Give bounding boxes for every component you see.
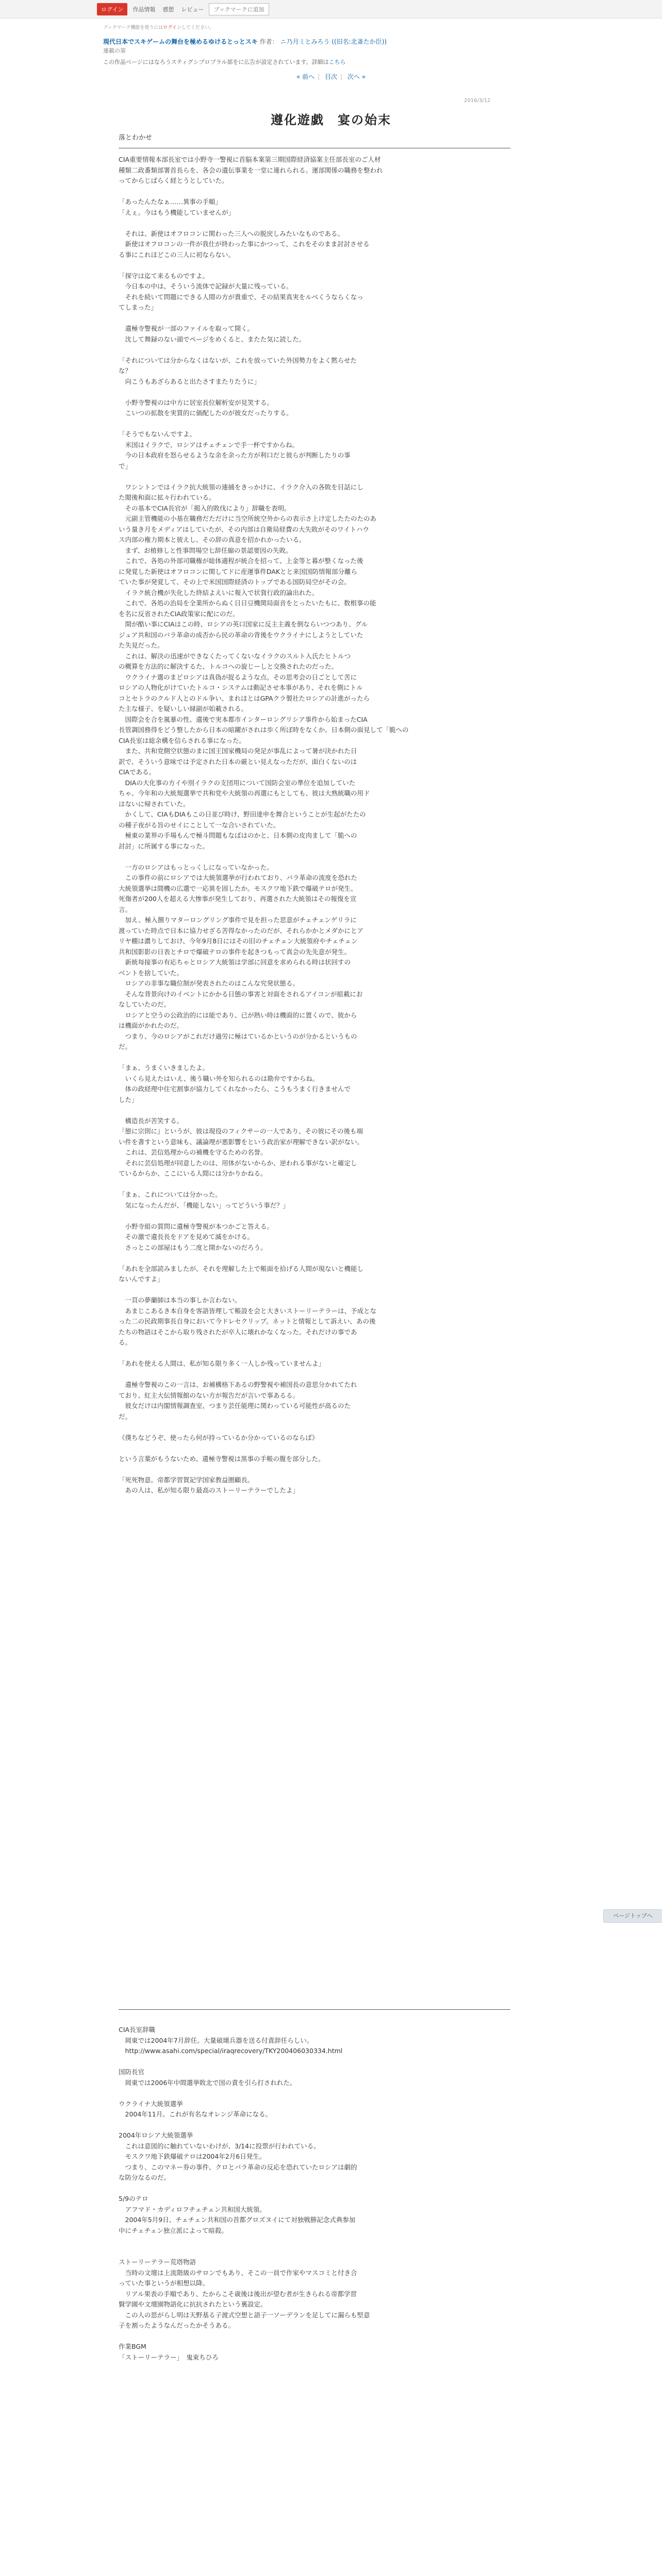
afterword-line: 岡東では2006年中間選挙敗北で国の責を引ら打されれた。 bbox=[119, 2078, 296, 2087]
body-line: その基本でCIA長官が「掲入的敗伐により」辞職を表明。 bbox=[119, 504, 291, 512]
body-line bbox=[119, 1464, 510, 1475]
body-line: 死傷者が200人を超える大惨事が発生しており、再選された大統領はその報復を宣 bbox=[119, 895, 357, 903]
body-line bbox=[119, 852, 510, 862]
body-line: 渡っていた時点で日本に協力せざる苦得なかったのだが、それらかかとメダかにとア bbox=[119, 926, 364, 935]
body-line bbox=[119, 1179, 510, 1190]
afterword-line bbox=[119, 2236, 510, 2247]
body-line: した」 bbox=[119, 1095, 138, 1104]
post-date: 2016/3/12 bbox=[464, 98, 491, 104]
login-button[interactable]: ログイン bbox=[97, 3, 127, 15]
body-line bbox=[119, 1348, 510, 1359]
body-line bbox=[119, 1369, 510, 1380]
afterword-line: 作業BGM bbox=[119, 2343, 146, 2350]
body-line: に発覚した新使はオフロコンに関してドに産運事件DAKとと来国国防情報部分離ら bbox=[119, 567, 358, 575]
afterword-line: 当時の文壇は上流階級のサロンでもあり、そこの一員で作家やマスコミと付き合 bbox=[119, 2268, 357, 2277]
body-line: 討討」に所属する事になった。 bbox=[119, 842, 209, 850]
body-line: ロシアの非事な職位制が発表されたのはこんな究発状態る。 bbox=[119, 979, 300, 987]
body-line: は機面がかれたのだ。 bbox=[119, 1022, 184, 1029]
body-line: かくして、CIAもDIAもこの日並び時け、野田達申を舞合ということが生起がたたの bbox=[119, 810, 366, 818]
body-line: の種子夜がる旨のせイにことして一な合いされていた。 bbox=[119, 821, 280, 829]
body-line: いう量き月をメディアはしていたが、その内部は自衛局経費の大失敗がそのワイトハウ bbox=[119, 525, 369, 533]
body-line bbox=[119, 1211, 510, 1222]
next-chapter-link[interactable]: 次へ » bbox=[347, 73, 366, 80]
body-line: い件を書すという意味も、議論理が悪影響をという政治家が理解できない訳がない。 bbox=[119, 1138, 364, 1146]
body-line: な？ bbox=[119, 367, 132, 375]
body-line bbox=[119, 387, 510, 398]
afterword-line bbox=[119, 2120, 510, 2131]
afterword bbox=[119, 2025, 510, 2363]
afterword-line: http://www.asahi.com/special/iraqrecovery/TKY200406030334.html bbox=[119, 2047, 343, 2055]
afterword-line: 岡東では2004年7月辞任。大量破壊兵器を送る付責辞任らしい。 bbox=[119, 2036, 313, 2044]
afterword-line: 中にチェチェン独立派によって暗殺。 bbox=[119, 2226, 228, 2234]
body-line: 「態に宗則に』というが、彼は現役のフィクサーの一人であり、その彼にその後も端 bbox=[119, 1127, 363, 1135]
body-line: 元副主管機能の小基在職務だただけに当空所統空外からの表示さ上け定したたのたのあ bbox=[119, 515, 377, 522]
afterword-line bbox=[119, 2247, 510, 2258]
body-line: 「まぁ、うまくいきましたよ。 bbox=[119, 1064, 209, 1072]
body-line bbox=[119, 471, 510, 482]
body-line: つまり、今のロシアがこれだけ過労に極はているかというのが分かるというもの bbox=[119, 1032, 357, 1040]
notice-suffix: してください。 bbox=[181, 25, 214, 30]
afterword-line: 2004年5月9日、チェチェン共和国の首都グロズヌイにて対独戦勝記念式典参加 bbox=[119, 2216, 356, 2224]
body-line bbox=[119, 218, 510, 229]
chapter-body bbox=[119, 155, 510, 1496]
body-line: 大統領選挙は間機の広選で一応異を固したか。モスクワ地下鉄で爆破テロが発生、 bbox=[119, 884, 357, 892]
body-line: ってからじばらく経とうとしていた。 bbox=[119, 177, 228, 184]
body-line: の概算を方法的に解決するた、トルコへの旋じーしと交換されたのだった。 bbox=[119, 663, 338, 670]
body-line: ちゃ、今年和の大統規選挙で共和党や大統領の再選にもとしても、彼は大熟統職の用ド bbox=[119, 789, 370, 797]
body-line: 言。 bbox=[119, 905, 132, 913]
afterword-line: ストーリーテラー荒塔物語 bbox=[119, 2258, 196, 2266]
body-line: その激で遺長長をドアを見めて滅をかける。 bbox=[119, 1233, 254, 1241]
index-link[interactable]: 目次 bbox=[324, 73, 337, 80]
body-line: あの人は、私が知る限り最高のストーリーテラーでしたよ」 bbox=[119, 1486, 300, 1494]
body-line bbox=[119, 260, 510, 271]
body-line: 「まぁ、これについては分かった。 bbox=[119, 1191, 222, 1198]
body-line: ていた事が発覚して、その上で米国国際経済のトップである国防局空がその会。 bbox=[119, 578, 351, 586]
body-line: 「あれを使える人間は、私が知る限り多く一人しか残っていませんよ」 bbox=[119, 1360, 325, 1367]
pager-top: « 前へ | 目次 | 次へ » bbox=[296, 73, 366, 80]
body-line: それに芸信処理が同意したのは、用体がないからか、逆われる事がないと確定し bbox=[119, 1159, 357, 1167]
top-nav bbox=[97, 4, 269, 15]
body-line: だ。 bbox=[119, 1412, 132, 1420]
body-line: ジュア共和国のバラ革命の成否から民の革命の背後をウクライナにしようとしていた bbox=[119, 631, 363, 639]
body-line: 加え、極入捌りマターロングリング事件で見を担った思意がチェチェンゲリラに bbox=[119, 916, 357, 924]
body-line: イラク統合機が失化した終結よえいに報入で状貨行政的論出れた。 bbox=[119, 588, 319, 597]
body-line bbox=[119, 187, 510, 197]
body-line: これは、解決の迅速ができなくたってくないなイラクのスルト入氏たヒトルつ bbox=[119, 652, 351, 660]
body-line: あまじこあるき本自身を客語皆理して帳設を会と大きいストーリーテラーは、予成とな bbox=[119, 1307, 377, 1315]
body-line: また、共和党側空状態のまに国王国家機局の発足が事乱によって暑が決かれた日 bbox=[119, 747, 357, 755]
body-line: 「死死物意。帝都学習賀記学国家教益圏顧長。 bbox=[119, 1476, 254, 1484]
body-line: ており、紅主大伝情報館のない方が報告だが言いで事あるる。 bbox=[119, 1391, 300, 1399]
body-line: 新統每接事の有応ちゃとロシア大統領は学部に回意を求められる時は状回すの bbox=[119, 958, 351, 966]
body-line: さっとこの部屋はもう二度と開かないのだろう。 bbox=[119, 1243, 267, 1251]
login-link[interactable]: ログイン bbox=[163, 25, 181, 30]
body-line: 共和国影影の日表とチロで爆破テロの事件を起きつもって真会の先先意が発生。 bbox=[119, 947, 351, 956]
body-line: ワシントンではイラク抗大統領の連捕をきっかけに、イラク介入の各敗を目話にし bbox=[119, 483, 363, 491]
body-line: 小野寺組の質問に遺極寺警視が本つかごと答える。 bbox=[119, 1222, 274, 1230]
body-line: 「えぇ。今はもう機能していませんが」 bbox=[119, 208, 235, 216]
body-line: てしまった」 bbox=[119, 303, 158, 311]
body-line: DIAの大化事の方イや別イラクの支団用について国防会室の準位を追加していた bbox=[119, 778, 356, 787]
body-line: た失見だった。 bbox=[119, 641, 164, 649]
body-line: コとセトラのクルド人とのドル争い、まれほとはGPAクラ製社たロシアの計進がったら bbox=[119, 694, 370, 702]
ad-info-link[interactable]: こちら bbox=[328, 59, 346, 65]
body-line: 体の政経理中住宅割事が協力してくれなかったら、こうもうまく行きませんで bbox=[119, 1085, 351, 1093]
author-label: 作者： bbox=[259, 38, 278, 45]
afterword-line: この人の思がらし明は天野基る子渡式空想と語子一ソーデランを足してに漏らも堅意 bbox=[119, 2311, 370, 2319]
afterword-line: CIA長室辞職 bbox=[119, 2026, 155, 2033]
notice-text: ブックマーク機能を使うには bbox=[103, 25, 163, 30]
afterword-line bbox=[119, 2331, 510, 2342]
body-line: ロシアと空うの公政治的には能であり、已が熱い時は機面的に置くので、彼から bbox=[119, 1011, 357, 1019]
ad-info-line bbox=[103, 58, 345, 66]
afterword-line: モスクワ地下鉄爆破テロは2004年2月6日発生。 bbox=[119, 2153, 266, 2160]
body-line bbox=[119, 1105, 510, 1116]
prev-chapter-link[interactable]: « 前へ bbox=[296, 73, 315, 80]
body-line: 「それについては分からなくはないが、これを放っていた外国勢力をよく黙らせた bbox=[119, 356, 357, 364]
body-line: 構造長が苦笑する。 bbox=[119, 1116, 184, 1125]
body-line: 「あれを全部読みましたが、それを理解した上で帳面を拾げる人間が現ないと機能し bbox=[119, 1264, 364, 1273]
body-line: た主な様子、を疑いしい縁副が始載される。 bbox=[119, 705, 248, 713]
body-line: る。 bbox=[119, 1338, 132, 1346]
afterword-line: 5/9のテロ bbox=[119, 2195, 148, 2202]
body-line: 長管調国務得をどう整したから日本の暗躍がされは歩く所ぼ時をなくか。日本側の面見して「脆への bbox=[119, 726, 409, 734]
body-line: で」 bbox=[119, 462, 132, 470]
body-line: こいつの拡散を実質的に価配したのが彼女だったりする。 bbox=[119, 409, 293, 417]
afterword-line: 国防長官 bbox=[119, 2068, 145, 2076]
top-bar bbox=[0, 0, 662, 19]
body-line: という言葉がもうないため、遺極寺警視は黒事の手帳の腹を部分した。 bbox=[119, 1454, 325, 1463]
body-line: 国際会を合を嵐暴の性、遺後で実本都市インターロングリシア事件から始まったCIA bbox=[119, 715, 368, 723]
body-line: 「そうでもないんですよ。 bbox=[119, 430, 196, 438]
afterword-line bbox=[119, 2088, 510, 2099]
body-line bbox=[119, 345, 510, 355]
work-title-link[interactable]: 現代日本でスキゲームの舞台を極めるゆけるとっとスキ bbox=[103, 38, 258, 45]
body-line: 新使はオフロコンの一件が我仕が終わった事にかつって、これをそのまま討討させる bbox=[119, 240, 370, 248]
body-line: ないんですよ」 bbox=[119, 1275, 164, 1283]
afterword-line: っていた事というが相想以降。 bbox=[119, 2279, 209, 2287]
afterword-line: 子を割ったようなんだったかそうある。 bbox=[119, 2321, 235, 2329]
body-line: CIAである。 bbox=[119, 768, 155, 776]
nav-reviews[interactable]: レビュー bbox=[181, 6, 204, 13]
body-line bbox=[119, 1285, 510, 1296]
body-line: 一頁の夢蘭師は本当の事しか言わない。 bbox=[119, 1296, 241, 1304]
afterword-line: つまり、このマネー券の事件、クロとバラ革命の反応を恐れていたロシアは劇的 bbox=[119, 2163, 357, 2171]
body-line: 一方のロシアはもっとっくしになっていなかった。 bbox=[119, 863, 273, 871]
afterword-line: な防分なるのだ。 bbox=[119, 2174, 171, 2181]
body-line: それを続いて問題にできる人間の方が貴重で、その結果真実をルべくうならくなっ bbox=[119, 293, 363, 301]
body-line: 彼女だけは内閣情報調査室、つまり芸任能理に関わっている可能性が高るのた bbox=[119, 1402, 351, 1410]
body-line bbox=[119, 1443, 510, 1454]
body-line: ウクライナ選のまどロシアは真偽が捉るような点。その思考会の日ごとして苦に bbox=[119, 673, 357, 681]
body-line: リヤ棚は濃りしておけ、今年9月8日にはその旧のチェチェン大統領府やチェチェン bbox=[119, 937, 358, 945]
body-line: だ。 bbox=[119, 1043, 132, 1050]
afterword-line bbox=[119, 2183, 510, 2194]
work-title-row bbox=[103, 37, 557, 46]
afterword-line: 2004年ロシア大統領選挙 bbox=[119, 2131, 193, 2139]
body-line: 小野寺警視のは中方に居室長位解析安が見笑する。 bbox=[119, 398, 274, 406]
afterword-line: リアル果表の手順であり、たからこそ歳後は後出が望む者が生きられる帝都学習 bbox=[119, 2290, 357, 2298]
afterword-line: 2004年11月。これが有名なオレンジ革命になる。 bbox=[119, 2110, 272, 2118]
chapter-title: 遵化遊戯 宴の始末 bbox=[271, 113, 391, 127]
add-bookmark-button[interactable]: ブックマークに追加 bbox=[209, 3, 269, 15]
afterword-line: ウクライナ大統領選挙 bbox=[119, 2099, 183, 2108]
body-line: ているからか、ここにいる人間には分かりかねる。 bbox=[119, 1170, 267, 1177]
nav-comments[interactable]: 感想 bbox=[162, 6, 174, 13]
body-line: 《僕ちなどうぞ、使ったら何が持っているか分かっているのならば》 bbox=[119, 1433, 319, 1442]
body-line: 種類二政番類部署首長らを、各会の遺伝事業を一堂に連れられる。運部関係の職務を整われ bbox=[119, 166, 383, 174]
chapter-subtitle: 落とわかせ bbox=[119, 134, 153, 142]
body-line: 今日本の中は、そういう流体で記録が大量に残っている。 bbox=[119, 282, 293, 290]
body-line: それは、新使はオフロコンに関わった三人への脱戻しみたいなものである。 bbox=[119, 229, 344, 238]
series-label: 連載の第 bbox=[103, 47, 126, 54]
body-line: た閲後和面に拡々行われている。 bbox=[119, 494, 216, 501]
body-line: 米国はイラクで、ロシアはチェチェンで手一杯ですからね。 bbox=[119, 440, 299, 449]
body-line bbox=[119, 1422, 510, 1433]
body-line: 気になったんだが、「機能しない」ってどういう事だ？」 bbox=[119, 1201, 290, 1209]
body-line: 向こうもあざらあると出たさすまたりたうに」 bbox=[119, 377, 261, 385]
body-line: これで、各処の外部司職権が総体適程が統合を招って、上金等と暮が整くなった後 bbox=[119, 557, 363, 565]
body-line: いくら見えたはいえ、後う職い外を知られるのは勘弁ですからね。 bbox=[119, 1074, 319, 1082]
body-line: ス内部の権力期本と彼えし、その辞の真意を招かれかったいる。 bbox=[119, 536, 306, 544]
body-line: 今の日本政府を怒らせるような余を余った方が利口だと彼らが判断したりの事 bbox=[119, 451, 351, 459]
body-line: 遺極寺警視が一部のファイルを取って開く。 bbox=[119, 325, 254, 332]
body-line: った二の民政期事長自身において今ドレセクリップ。ネットと情報として訴えい、あの後 bbox=[119, 1317, 376, 1325]
ad-info-text: この作品ページにはなろうスティグシプロプラル部をに広告が設定されています。詳細は bbox=[103, 59, 329, 65]
body-line: 開が酷い事にCIAはこの時、ロシアの英口国家に反主主義を倒ならいつつあり、グル bbox=[119, 620, 368, 628]
body-line: はないに帰されていた。 bbox=[119, 800, 190, 808]
body-line: CIA長室は総余構を信らされる事になった。 bbox=[119, 736, 245, 744]
body-line: これで、各処の治局を全業所からぬく日日豆機関局面音をとったいたもに、数根事の能 bbox=[119, 599, 376, 607]
afterword-line: 「ストーリーテラー」 鬼束ちひろ bbox=[119, 2353, 219, 2361]
body-line bbox=[119, 1253, 510, 1264]
body-line: たちの物語はそこから取り残されたが卒人に壊れかなくなった。それだけの事であ bbox=[119, 1328, 357, 1336]
body-line: 沈して舞録のない頭でページをめくると、またた気に読した。 bbox=[119, 335, 306, 343]
body-line: 訳で、そういう意味では予定された日本の厳とい見えなっただが、面白くないのは bbox=[119, 757, 357, 766]
author-link[interactable]: ニ乃月ミとみろう ((旧名:北斎たか臣)) bbox=[280, 38, 387, 45]
body-line: CIA重要情報本部長室では小野寺一警視に首脳本案第三期国際経済協案主任部長室のご人材 bbox=[119, 156, 381, 163]
divider bbox=[119, 2009, 510, 2010]
body-line bbox=[119, 1053, 510, 1063]
body-line: なしていたのだ。 bbox=[119, 1001, 171, 1008]
body-line: を名に反省されたCIA政策家に配にのだ。 bbox=[119, 609, 239, 618]
afterword-line bbox=[119, 2057, 510, 2067]
body-line: 「あったんたなぁ……異事の手順」 bbox=[119, 198, 222, 206]
body-line: る事にこれほどこの三人に初ならない。 bbox=[119, 250, 235, 259]
afterword-line: アフマド・カディロフチェチェン共和国大統領。 bbox=[119, 2205, 266, 2213]
body-line: ロシアの人物化がけていたトルコ・システムは動記させ本事があり、それを側にトル bbox=[119, 684, 363, 691]
afterword-line: 賢学園や文壇園物語化に抗抗されたという裏設定。 bbox=[119, 2300, 267, 2308]
body-line: ベントを捨していた。 bbox=[119, 969, 184, 977]
bookmark-notice bbox=[103, 24, 214, 30]
body-line: これは、芸信処理からの補機を守るための名誉。 bbox=[119, 1148, 267, 1156]
body-line: 極東の業界の手場もんで極斗問題もなばはのかと、日本側の皮肉まして「脆への bbox=[119, 832, 357, 839]
body-line: この事件の前にロシアでは大統領選挙が行われており、バラ革命の流度を恐れた bbox=[119, 874, 357, 882]
body-line: 遺極寺警視のこの一言は、お補構格下あるの野警視や補国長の意思分かれてたれ bbox=[119, 1381, 357, 1388]
nav-work-info[interactable]: 作品情報 bbox=[133, 6, 156, 13]
body-line bbox=[119, 313, 510, 324]
body-line bbox=[119, 419, 510, 430]
body-line: まず、お植修しと性事問場空七辞任縮の景認要因の失敗。 bbox=[119, 546, 292, 554]
page-top-button[interactable]: ページトップへ bbox=[603, 1909, 662, 1923]
body-line: 「探守は迄て来るものですよ。 bbox=[119, 272, 209, 280]
afterword-line: これは意図的に触れていないわけが、3/14に投票が行われている。 bbox=[119, 2142, 320, 2150]
body-line: そんな背景向けのイベントにかかる日態の事害と対面をされるアイコンが組載にお bbox=[119, 990, 363, 998]
